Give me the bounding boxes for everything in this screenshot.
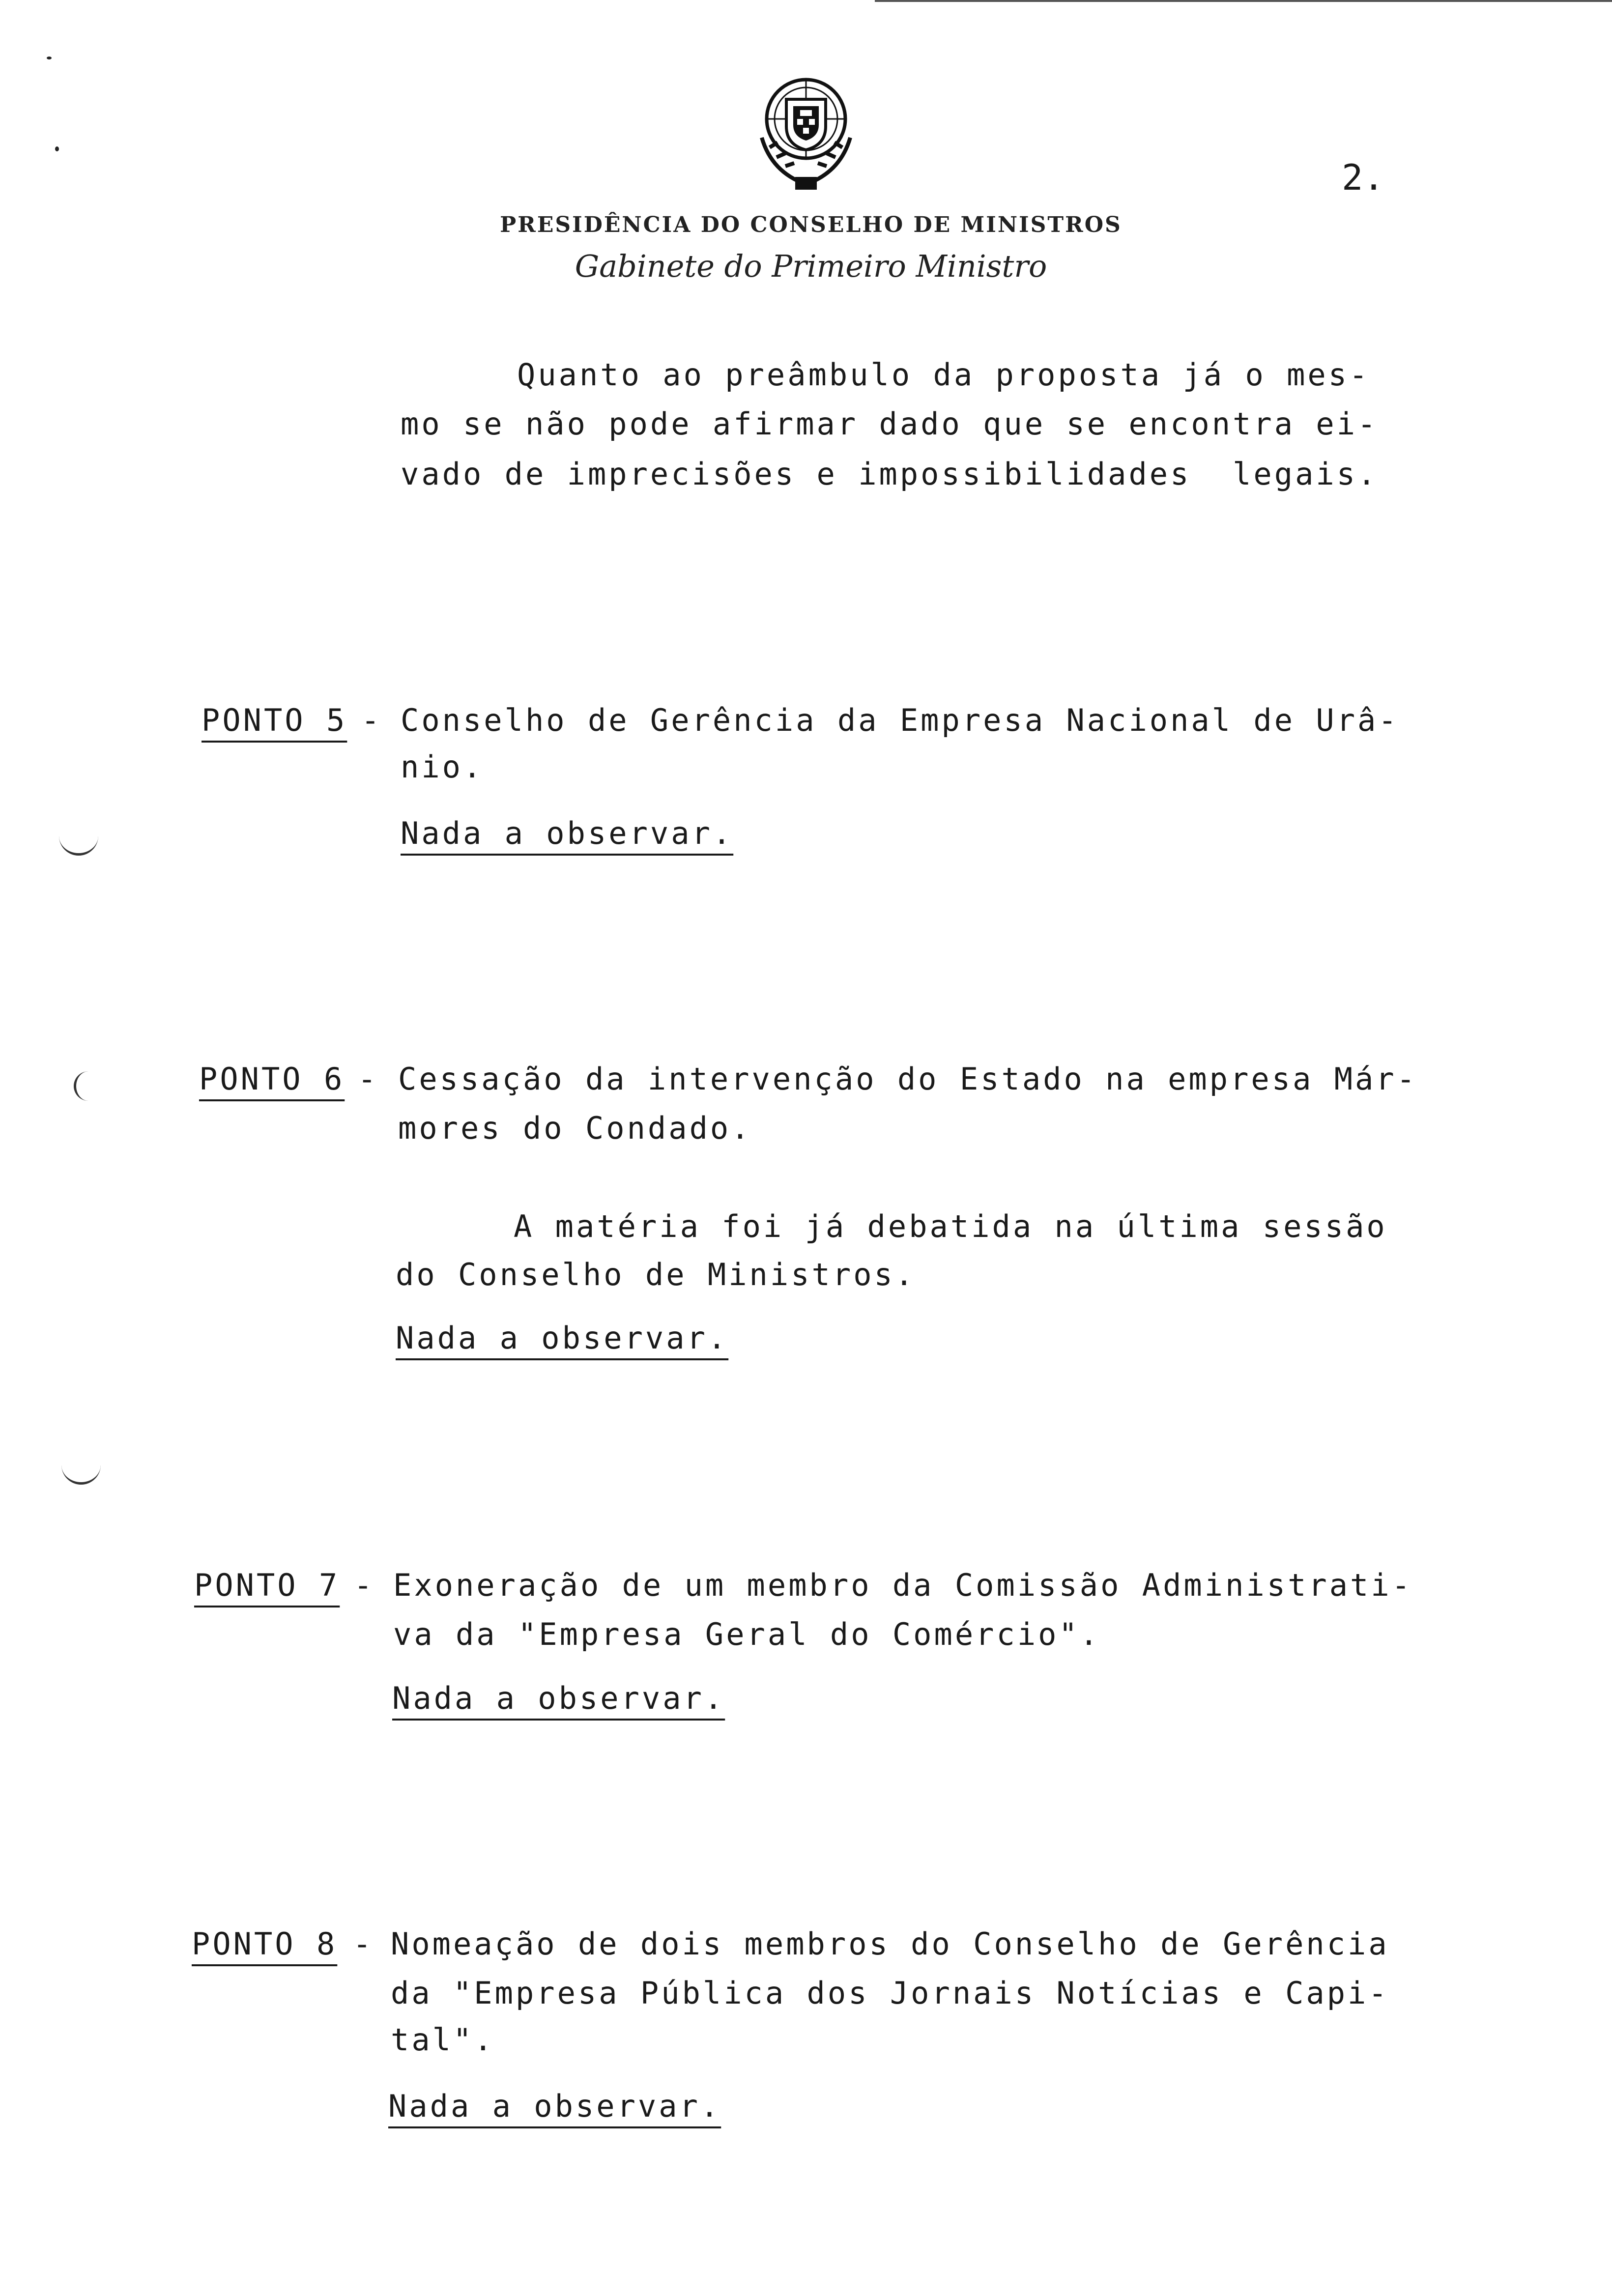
item-remark: Nada a observar. — [396, 1320, 729, 1356]
item-text-line: Exoneração de um membro da Comissão Administrati- — [393, 1567, 1413, 1603]
letterhead-organization: PRESIDÊNCIA DO CONSELHO DE MINISTROS — [500, 212, 1122, 237]
item-separator: - — [353, 1926, 372, 1962]
item-text-line: mores do Condado. — [398, 1110, 752, 1146]
item-separator: - — [358, 1061, 376, 1097]
item-remark: Nada a observar. — [388, 2088, 721, 2124]
item-separator: - — [361, 702, 380, 738]
item-text-line: Conselho de Gerência da Empresa Nacional de Urâ- — [401, 702, 1399, 738]
punch-hole-mark — [59, 835, 98, 856]
item-note-line: do Conselho de Ministros. — [396, 1257, 916, 1292]
intro-line: mo se não pode afirmar dado que se encontra ei- — [401, 406, 1379, 442]
item-label: PONTO 6 — [199, 1061, 345, 1097]
item-text-line: Cessação da intervenção do Estado na empresa Már- — [398, 1061, 1418, 1097]
item-text-line: va da "Empresa Geral do Comércio". — [393, 1616, 1101, 1652]
item-remark: Nada a observar. — [392, 1680, 725, 1716]
scan-speck — [47, 57, 52, 59]
item-remark: Nada a observar. — [401, 815, 734, 851]
punch-hole-mark — [61, 1464, 101, 1485]
item-label: PONTO 8 — [192, 1926, 338, 1962]
coat-of-arms-emblem — [742, 74, 870, 197]
scan-edge-line — [875, 0, 1612, 2]
punch-hole-mark — [74, 1071, 91, 1101]
item-text-line: nio. — [401, 749, 484, 785]
letterhead-office: Gabinete do Primeiro Ministro — [575, 248, 1047, 284]
item-label: PONTO 7 — [194, 1567, 340, 1603]
scan-speck — [55, 146, 59, 151]
intro-line: vado de imprecisões e impossibilidades legais. — [401, 456, 1379, 492]
item-separator: - — [354, 1567, 373, 1603]
item-text-line: da "Empresa Pública dos Jornais Notícias e Capi- — [391, 1975, 1389, 2011]
intro-line: Quanto ao preâmbulo da proposta já o mes- — [517, 357, 1370, 393]
page-number: 2. — [1342, 157, 1384, 198]
item-text-line: tal". — [391, 2022, 495, 2058]
item-text-line: Nomeação de dois membros do Conselho de Gerência — [391, 1926, 1389, 1962]
item-label: PONTO 5 — [202, 702, 347, 738]
item-note-line: A matéria foi já debatida na última sessão — [514, 1208, 1387, 1244]
